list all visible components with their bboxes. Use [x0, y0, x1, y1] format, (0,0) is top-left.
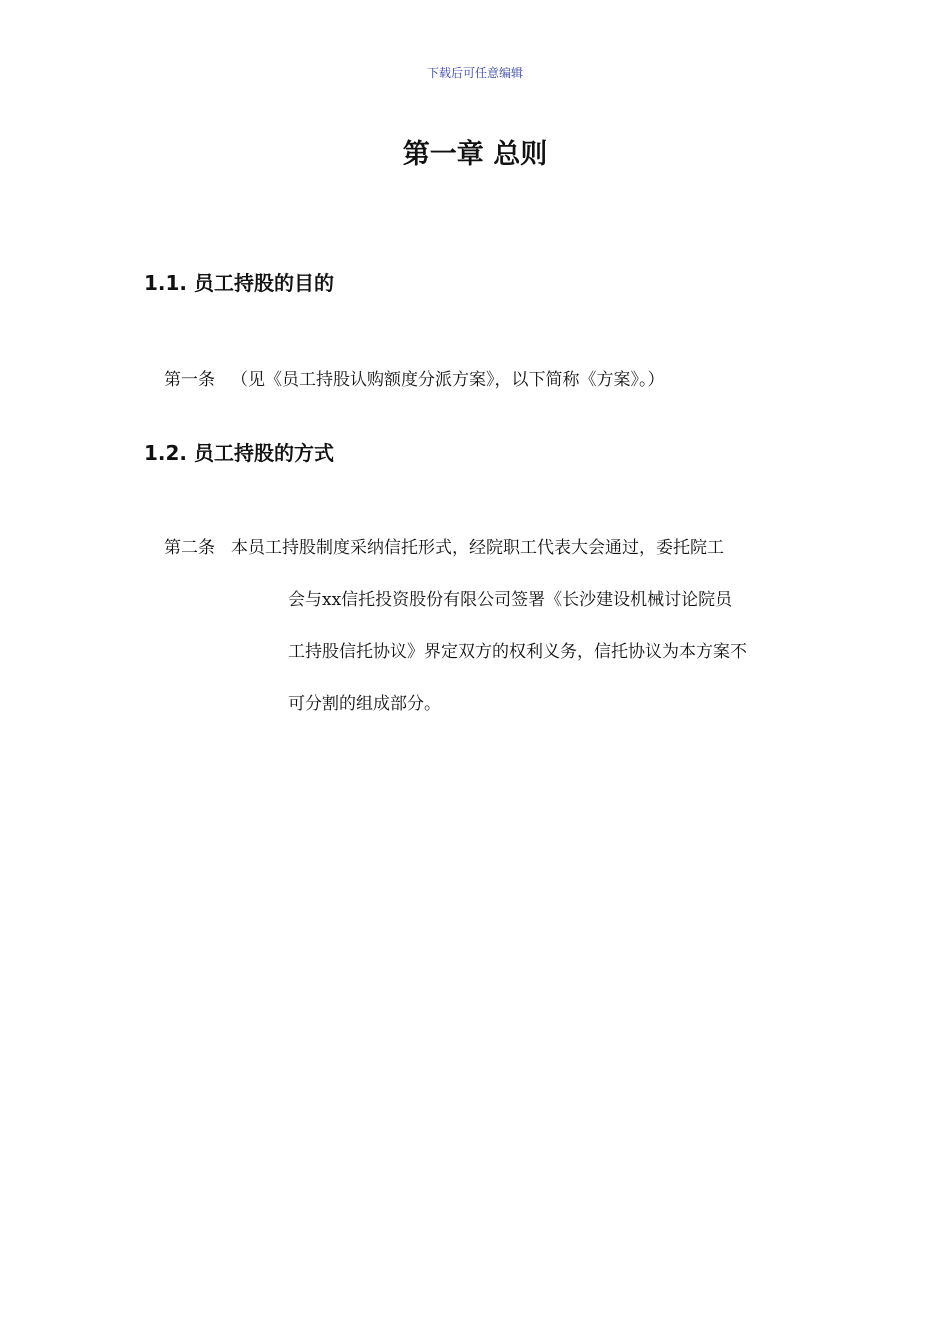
- section-heading-1-2: 1.2. 员工持股的方式: [144, 441, 334, 465]
- article-2-line-4: 可分割的组成部分。: [288, 694, 441, 714]
- article-1-text: （见《员工持股认购额度分派方案》，以下简称《方案》。）: [231, 370, 665, 390]
- section-heading-1-1: 1.1. 员工持股的目的: [144, 271, 334, 295]
- chapter-title: 第一章 总则: [402, 139, 548, 170]
- article-2-line-3: 工持股信托协议》界定双方的权利义务，信托协议为本方案不: [288, 642, 747, 662]
- article-1: [164, 354, 814, 406]
- header-note: 下载后可任意编辑: [426, 66, 523, 80]
- article-2-row: [164, 522, 814, 574]
- article-1-row: [164, 354, 814, 406]
- article-1-label: 第一条: [164, 370, 215, 390]
- article-2-label: 第二条: [164, 538, 215, 558]
- article-2: [164, 522, 814, 730]
- article-2-line-1: 本员工持股制度采纳信托形式，经院职工代表大会通过，委托院工: [231, 538, 724, 558]
- article-2-line-2: 会与xx信托投资股份有限公司签署《长沙建设机械讨论院员: [288, 590, 733, 610]
